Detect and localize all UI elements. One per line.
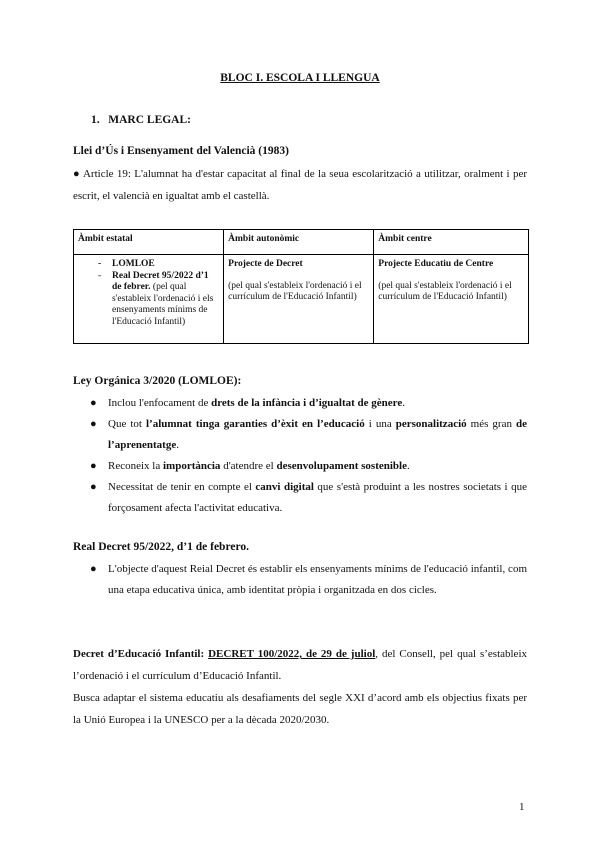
text: . <box>402 397 405 409</box>
table-cell-estatal <box>74 255 224 344</box>
projecte-educatiu-title: Projecte Educatiu de Centre <box>378 259 494 269</box>
bullet-icon: ● <box>90 397 97 409</box>
bullet-icon: ● <box>90 481 97 493</box>
text: Reconeix la <box>108 460 163 472</box>
text-bold: drets de la infància i d’igualtat de gènere <box>211 397 403 409</box>
llei-heading: Llei d’Ús i Ensenyament del Valencià (1983) <box>73 145 289 157</box>
text-bold: importància <box>162 460 221 472</box>
section-heading-marc-legal: 1. MARC LEGAL: <box>91 114 191 126</box>
decret-label: Decret d’Educació Infantil: <box>73 648 209 660</box>
text: Necessitat de tenir en compte el <box>108 481 256 493</box>
projecte-decret-desc: (pel qual s'estableix l'ordenació i el currículum de l'Educació Infantil) <box>228 280 362 302</box>
bullet-icon: ● <box>90 563 97 575</box>
projecte-educatiu-desc: (pel qual s'estableix l'ordenació i el currículum de l'Educació Infantil) <box>378 280 512 302</box>
text-bold: l’alumnat tinga garanties d’èxit en l’educació <box>146 418 365 430</box>
table-header-centre: Àmbit centre <box>374 230 529 255</box>
real-decret-heading: Real Decret 95/2022, d’1 de febrero. <box>73 541 249 553</box>
text-bold: desenvolupament sostenible <box>276 460 407 472</box>
decret-rest: , del Consell, pel qual s’estableix l’ordenació i el currículum d’Educació Infantil. <box>73 648 527 682</box>
page-number: 1 <box>519 801 525 813</box>
text-bold: personalització <box>395 418 467 430</box>
table-header-autonomic: Àmbit autonòmic <box>224 230 374 255</box>
real-decret-title: Real Decret 95/2022 d’1 de febrer. <box>112 270 209 292</box>
ambits-table <box>73 229 529 344</box>
text: L'objecte d'aquest Reial Decret és establir els ensenyaments mínims de l'educació infantil, com una etapa educativa única, amb identitat pròpia i organitzada en dos cicles. <box>108 563 527 596</box>
table-cell-centre <box>374 255 529 344</box>
list-item <box>90 559 527 601</box>
decret-link[interactable]: DECRET 100/2022, de 29 de juliol <box>208 648 376 660</box>
list-item-real-decret <box>112 271 219 329</box>
text: . <box>176 439 179 451</box>
table-cell-autonomic <box>224 255 374 344</box>
text-bold: de l’aprenentatge <box>108 418 527 451</box>
bullet-icon: ● <box>90 460 97 472</box>
article-19-paragraph: ● Article 19: L'alumnat ha d'estar capacitat al final de la seua escolarització a utilitzar, oralment i per escrit, el valencià en igualtat amb el castellà. <box>73 168 527 202</box>
list-item <box>90 414 527 456</box>
list-item <box>90 477 527 519</box>
text: i una <box>364 418 396 430</box>
text: d'atendre el <box>220 460 277 472</box>
text: que s'està produint a les nostres societats i que forçosament afecta l'activitat educativa. <box>108 481 527 514</box>
real-decret-bullet-list <box>90 559 527 601</box>
lomloe-heading: Ley Orgánica 3/2020 (LOMLOE): <box>73 375 242 387</box>
table-row <box>74 255 529 344</box>
list-item <box>90 393 527 414</box>
list-item <box>90 456 527 477</box>
estatal-list <box>78 259 219 328</box>
text: . <box>406 460 410 472</box>
decret-paragraph-2: Busca adaptar el sistema educatiu als desafiaments del segle XXI d’acord amb els objectius fixats per la Unió Europea i la UNESCO per a la dècada 2020/2030. <box>73 692 527 726</box>
text: Inclou l'enfocament de <box>108 397 212 409</box>
text-bold: canvi digital <box>255 481 314 493</box>
real-decret-desc: (pel qual s'estableix l'ordenació i els ensenyaments mínims de l'Educació Infantil) <box>112 282 214 327</box>
projecte-decret-title: Projecte de Decret <box>228 259 303 269</box>
decret-paragraph <box>73 643 527 687</box>
table-header-estatal: Àmbit estatal <box>74 230 224 255</box>
list-item-lomloe: - LOMLOE <box>112 259 219 271</box>
text: Que tot <box>108 418 146 430</box>
bullet-icon: ● <box>90 418 97 430</box>
lomloe-bullet-list <box>90 393 527 519</box>
text: més gran <box>466 418 516 430</box>
page-title: BLOC I. ESCOLA I LLENGUA <box>220 72 380 84</box>
table-header-row <box>74 230 529 255</box>
